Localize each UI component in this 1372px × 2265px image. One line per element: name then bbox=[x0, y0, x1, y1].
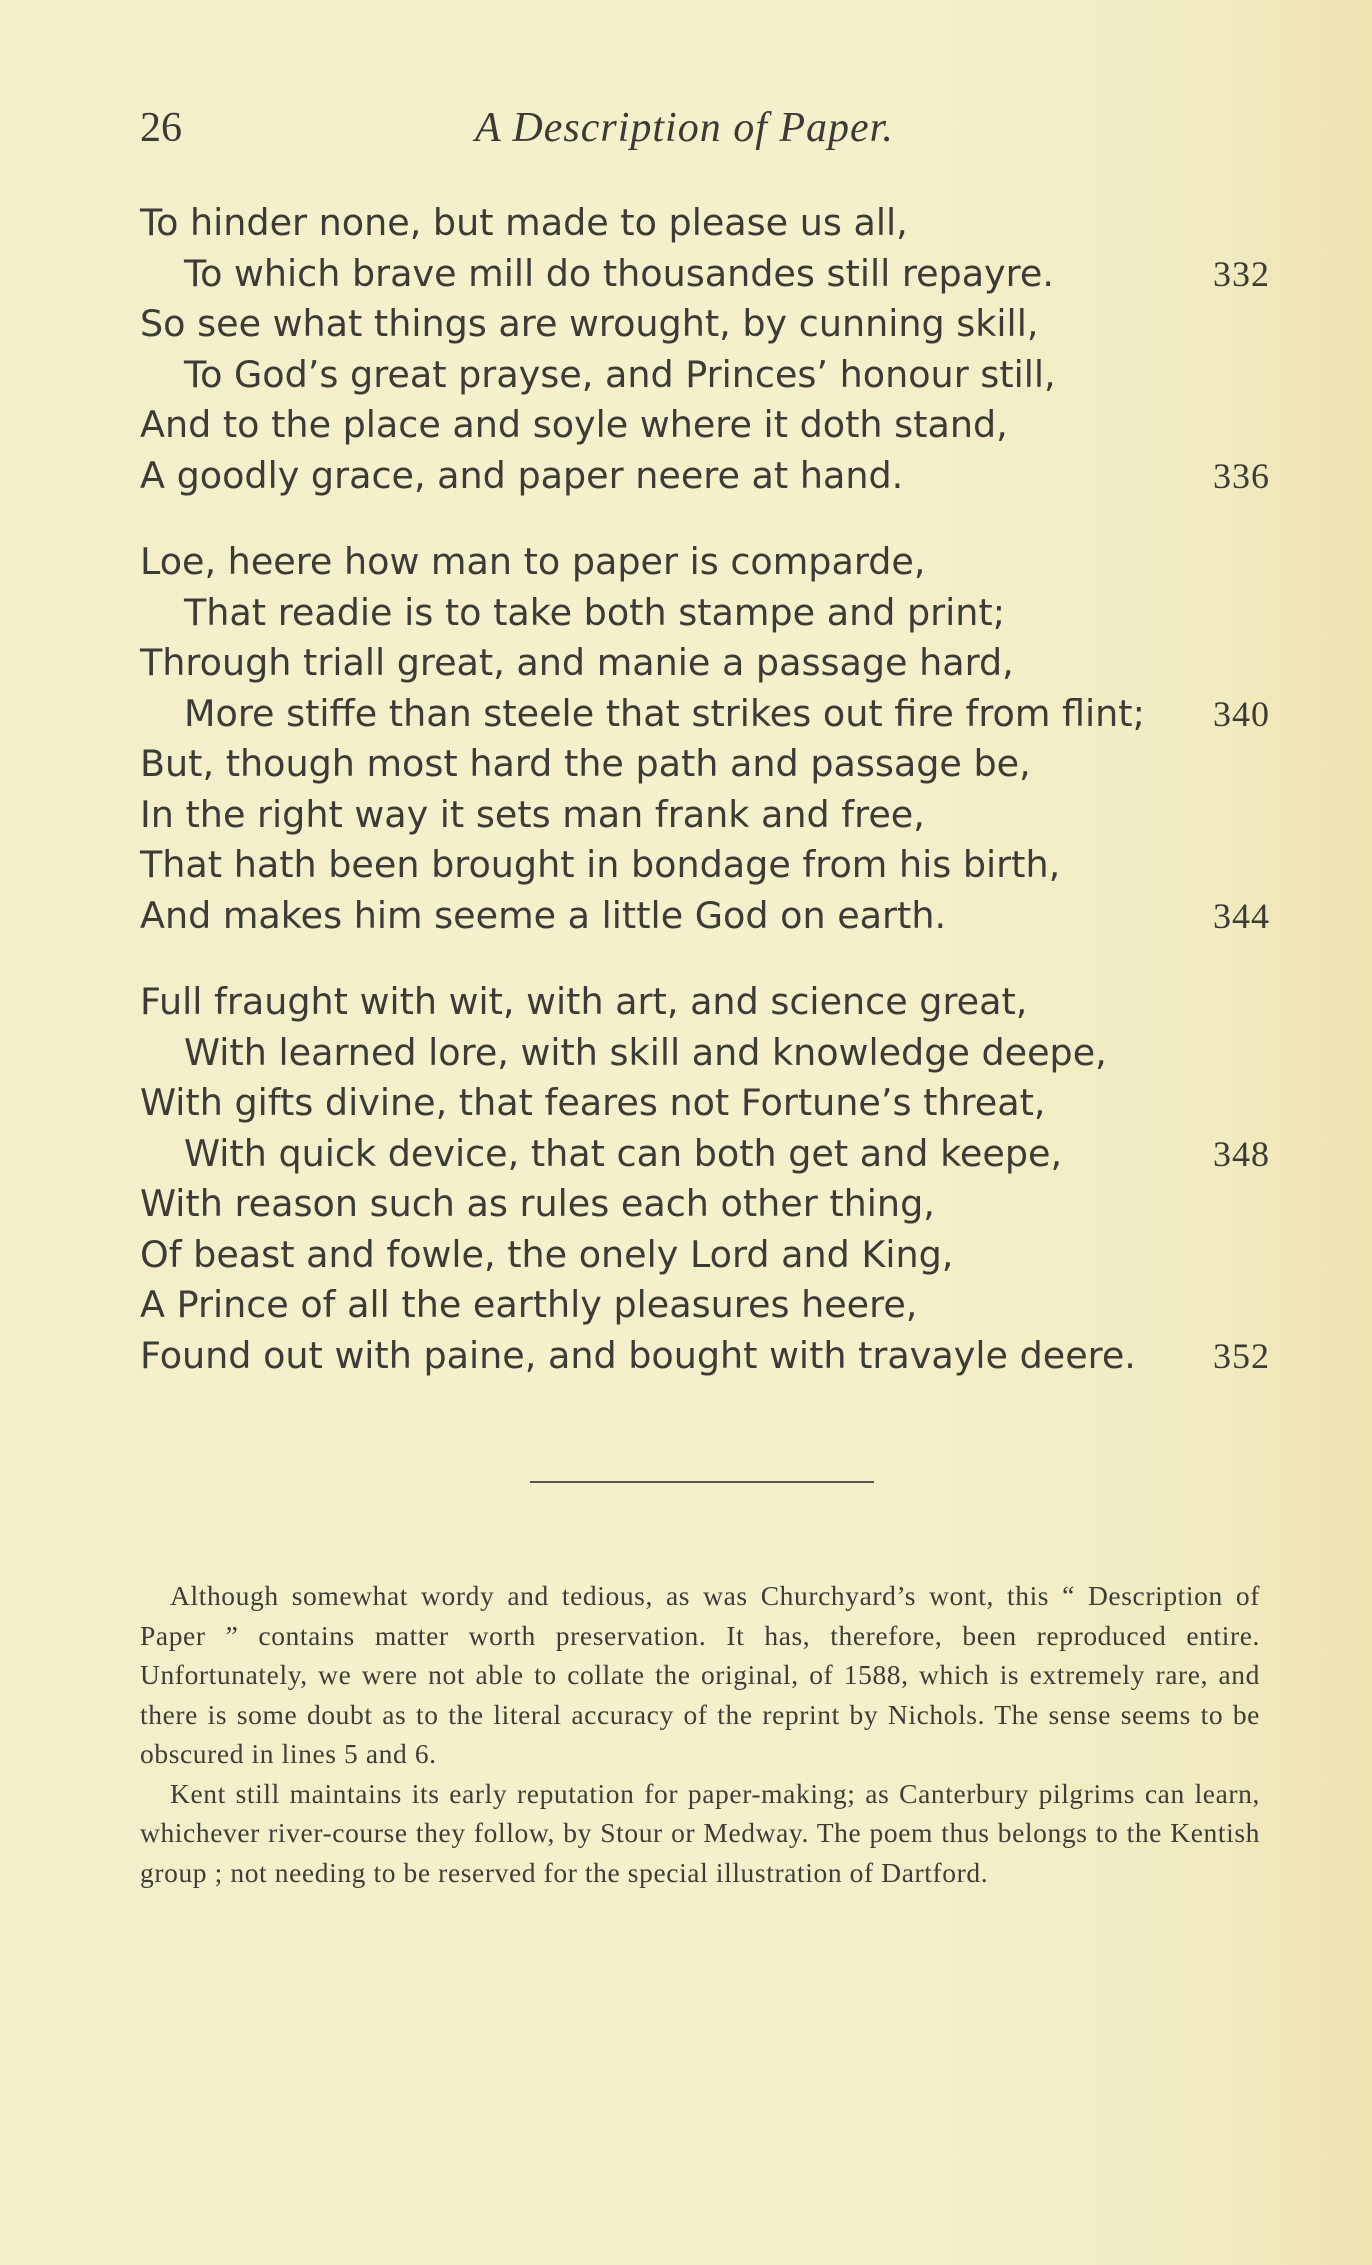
verse-line bbox=[140, 1028, 1280, 1079]
verse-text: A goodly grace, and paper neere at hand. bbox=[140, 453, 904, 497]
verse-text: But, though most hard the path and passage be, bbox=[140, 742, 1031, 785]
verse-text: To hinder none, but made to please us all, bbox=[140, 201, 908, 244]
line-number: 336 bbox=[1213, 455, 1270, 496]
note-paragraph: Although somewhat wordy and tedious, as was Churchyard’s wont, this “ Description of Paper ” contains matter worth preservation. It has, therefore, been reproduced entire. Unfortunately, we were not able to collate the original, of 1588, which is extremely rare, and there is some doubt as to the literal accuracy of the reprint by Nichols. The sense seems to be obscured in lines 5 and 6. bbox=[140, 1580, 1260, 1769]
verse-text: Of beast and fowle, the onely Lord and King, bbox=[140, 1232, 954, 1276]
running-head bbox=[140, 104, 1260, 164]
verse-text: With quick device, that can both get and keepe, bbox=[184, 1131, 1063, 1175]
verse-text: With learned lore, with skill and knowledge deepe, bbox=[184, 1030, 1107, 1074]
section-divider bbox=[530, 1481, 874, 1483]
verse-text: And makes him seeme a little God on earth. bbox=[140, 893, 947, 937]
line-number: 340 bbox=[1213, 693, 1270, 734]
verse-line bbox=[140, 588, 1280, 639]
line-number: 348 bbox=[1213, 1133, 1270, 1174]
verse-line bbox=[140, 537, 1280, 588]
verse-text: Through triall great, and manie a passage hard, bbox=[140, 641, 1014, 684]
verse-line bbox=[140, 249, 1280, 300]
stanza bbox=[140, 198, 1280, 501]
verse-text: To God’s great prayse, and Princes’ honour still, bbox=[184, 352, 1056, 396]
verse-text: That readie is to take both stampe and print; bbox=[184, 590, 1006, 634]
verse-line bbox=[140, 451, 1280, 502]
verse-line bbox=[140, 198, 1280, 249]
running-title: A Description of Paper. bbox=[475, 105, 894, 151]
stanza bbox=[140, 977, 1280, 1381]
verse-text: Found out with paine, and bought with travayle deere. bbox=[140, 1333, 1136, 1377]
verse-line bbox=[140, 977, 1280, 1028]
verse-text: Loe, heere how man to paper is comparde, bbox=[140, 540, 926, 583]
verse-text: And to the place and soyle where it doth stand, bbox=[140, 403, 1008, 446]
verse-line bbox=[140, 1230, 1280, 1281]
line-number: 344 bbox=[1213, 895, 1270, 936]
verse-text: That hath been brought in bondage from his birth, bbox=[140, 843, 1061, 886]
verse-line bbox=[140, 400, 1280, 451]
verse-line bbox=[140, 1129, 1280, 1180]
verse-line bbox=[140, 689, 1280, 740]
verse-line bbox=[140, 350, 1280, 401]
verse-line bbox=[140, 891, 1280, 942]
verse-line bbox=[140, 638, 1280, 689]
verse-line bbox=[140, 299, 1280, 350]
verse-line bbox=[140, 1280, 1280, 1331]
poem bbox=[140, 198, 1280, 1381]
stanza bbox=[140, 537, 1280, 941]
verse-line bbox=[140, 1078, 1280, 1129]
verse-line bbox=[140, 840, 1280, 891]
verse-line bbox=[140, 1179, 1280, 1230]
verse-text: So see what things are wrought, by cunning skill, bbox=[140, 302, 1039, 345]
verse-line bbox=[140, 1331, 1280, 1382]
verse-text: Full fraught with wit, with art, and science great, bbox=[140, 980, 1028, 1023]
note-paragraph: Kent still maintains its early reputation for paper-making; as Canterbury pilgrims can learn, whichever river-course they follow, by Stour or Medway. The poem thus belongs to the Kentish group ; not needing to be reserved for the special illustration of Dartford. bbox=[140, 1777, 1260, 1888]
verse-line bbox=[140, 739, 1280, 790]
verse-text: To which brave mill do thousandes still repayre. bbox=[184, 251, 1054, 295]
editorial-note bbox=[140, 1576, 1260, 1892]
verse-text: With reason such as rules each other thing, bbox=[140, 1182, 935, 1225]
line-number: 332 bbox=[1213, 253, 1270, 294]
verse-text: More stiffe than steele that strikes out fire from flint; bbox=[184, 691, 1145, 735]
verse-text: In the right way it sets man frank and free, bbox=[140, 792, 925, 836]
verse-text: A Prince of all the earthly pleasures heere, bbox=[140, 1283, 918, 1326]
line-number: 352 bbox=[1213, 1335, 1270, 1376]
page-number: 26 bbox=[140, 105, 182, 151]
verse-text: With gifts divine, that feares not Fortune’s threat, bbox=[140, 1081, 1046, 1124]
verse-line bbox=[140, 790, 1280, 841]
